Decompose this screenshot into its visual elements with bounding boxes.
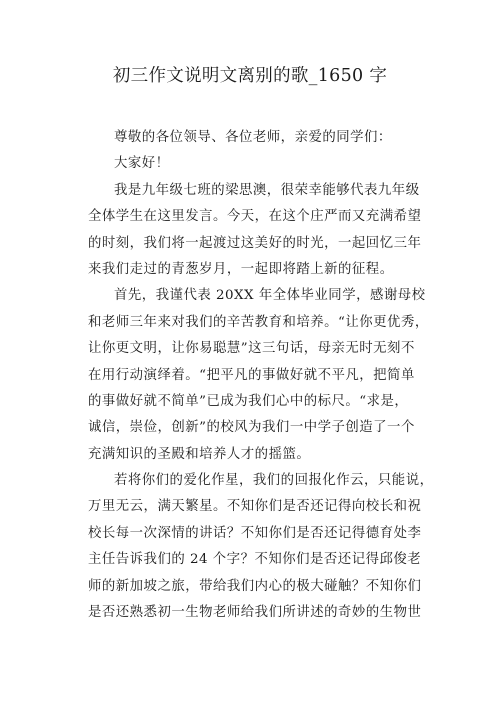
text-line: 主任告诉我们的 24 个字？不知你们是否还记得邱俊老 [88, 552, 422, 568]
text-line: 万里无云，满天繁星。不知你们是否还记得向校长和祝 [88, 499, 422, 515]
text-line: 充满知识的圣殿和培养人才的摇篮。 [88, 446, 311, 462]
text-line: 首先，我谨代表 20XX 年全体毕业同学，感谢母校 [114, 288, 426, 304]
document-title: 初三作文说明文离别的歌_1650 字 [112, 66, 388, 86]
document-body [88, 125, 434, 626]
text-line: 我是九年级七班的梁思澳，很荣幸能够代表九年级 [114, 182, 420, 198]
text-line: 和老师三年来对我们的辛苦教育和培养。“让你更优秀， [88, 314, 429, 330]
text-line: 师的新加坡之旅，带给我们内心的极大碰触？不知你们 [88, 578, 422, 594]
text-line: 的事做好就不简单”已成为我们心中的标尺。“求是， [88, 393, 409, 409]
text-line: 尊敬的各位领导、各位老师，亲爱的同学们： [114, 130, 392, 145]
text-line: 是否还熟悉初一生物老师给我们所讲述的奇妙的生物世 [88, 605, 422, 621]
text-line: 的时刻，我们将一起渡过这美好的时光，一起回忆三年 [88, 235, 422, 251]
text-line: 若将你们的爱化作星，我们的回报化作云，只能说， [114, 473, 434, 489]
text-line: 在用行动演绎着。“把平凡的事做好就不平凡，把简单 [88, 367, 415, 383]
text-line: 诚信，崇俭，创新”的校风为我们一中学子创造了一个 [88, 420, 415, 436]
text-line: 来我们走过的青葱岁月，一起即将踏上新的征程。 [88, 261, 394, 277]
text-line: 大家好！ [114, 156, 170, 172]
text-line: 全体学生在这里发言。今天，在这个庄严而又充满希望 [88, 209, 422, 225]
text-line: 校长每一次深情的讲话？不知你们是否还记得德育处李 [88, 525, 422, 541]
text-line: 让你更文明，让你易聪慧”这三句话，母亲无时无刻不 [88, 341, 415, 357]
